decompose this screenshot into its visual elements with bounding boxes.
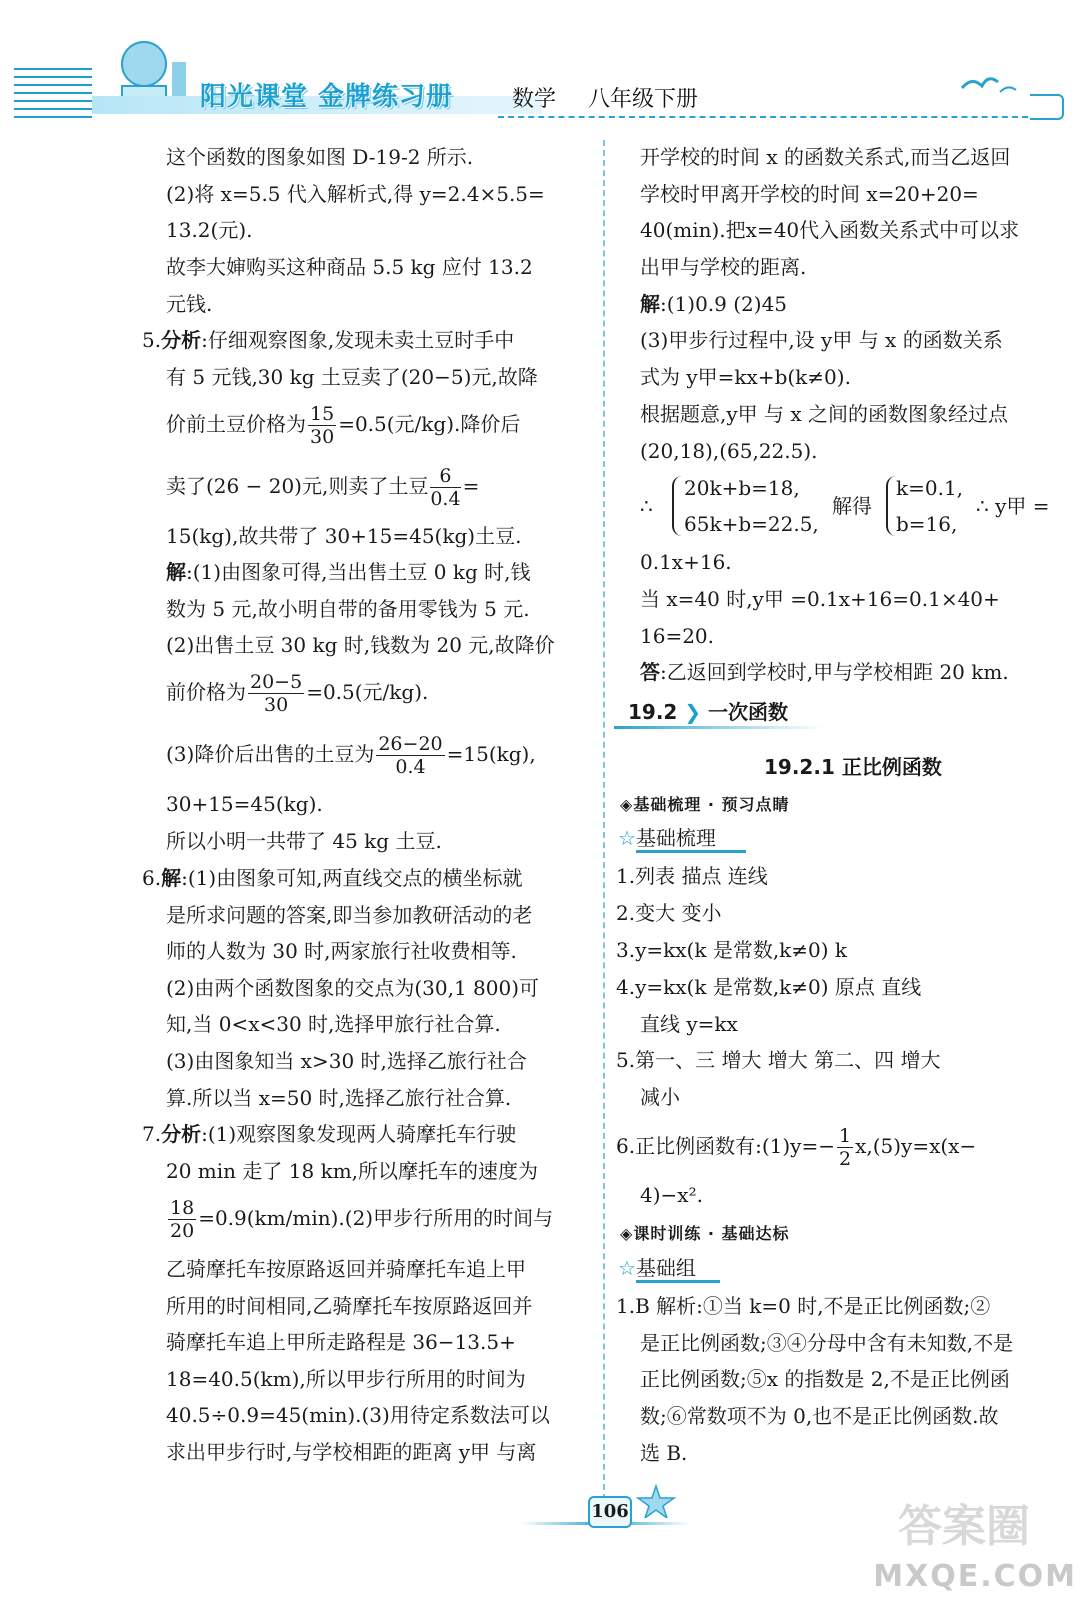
text-line: 乙骑摩托车按原路返回并骑摩托车追上甲 (166, 1257, 526, 1281)
answer-item: 2.变大 变小 (616, 901, 722, 925)
tag-basic (618, 826, 716, 850)
text-line: (2)由两个函数图象的交点为(30,1 800)可 (166, 976, 539, 1000)
answer-item-continued: 是正比例函数;③④分母中含有未知数,不是 (640, 1331, 1014, 1355)
text-line: :仔细观察图象,发现未卖土豆时手中 (201, 328, 515, 352)
text-line: 元钱. (166, 292, 213, 316)
text-line: 师的人数为 30 时,两家旅行社收费相等. (166, 939, 517, 963)
birds-icon (958, 68, 1028, 98)
text-line: (2)将 x=5.5 代入解析式,得 y=2.4×5.5= (166, 182, 545, 206)
text-line: 求出甲步行时,与学校相距的距离 y甲 与离 (166, 1440, 537, 1464)
text-span: :(1)由图象可得,当出售土豆 0 kg 时,钱 (186, 560, 531, 584)
series-title: 阳光课堂 金牌练习册 (200, 82, 454, 112)
text-span: =15(kg), (446, 742, 536, 766)
text-line: 18=40.5(km),所以甲步行所用的时间为 (166, 1367, 526, 1391)
banner-text: 课时训练 · 基础达标 (633, 1224, 790, 1243)
analysis-label: 分析 (161, 1122, 202, 1146)
star-icon: ☆ (618, 826, 636, 850)
solution-2: b=16, (896, 512, 958, 536)
text-span: :乙返回到学校时,甲与学校相距 20 km. (660, 660, 1009, 684)
denominator: 20 (170, 1220, 195, 1242)
tag-text: 基础梳理 (635, 826, 716, 850)
answer-item-continued: 4)−x². (640, 1183, 703, 1207)
numerator: 1 (838, 1125, 852, 1147)
answer-item-continued: 直线 y=kx (640, 1012, 738, 1036)
denominator: 30 (264, 694, 289, 716)
answer-item-continued: 选 B. (640, 1441, 688, 1465)
answer-item: 3.y=kx(k 是常数,k≠0) k (616, 938, 848, 962)
text-line: (3)由图象知当 x>30 时,选择乙旅行社合 (166, 1049, 527, 1073)
text-line-with-fraction (166, 1194, 553, 1242)
text-span: (3)降价后出售的土豆为 (166, 742, 375, 766)
tag-underline (636, 1280, 720, 1283)
text-line: 式为 y甲=kx+b(k≠0). (640, 365, 851, 389)
text-line: 算.所以当 x=50 时,选择乙旅行社合算. (166, 1086, 512, 1110)
question-number: 5. (142, 328, 162, 352)
question-number: 6. (142, 866, 162, 890)
numerator: 18 (170, 1197, 195, 1219)
text-span: :(1)0.9 (2)45 (660, 292, 788, 316)
text-span: =0.9(km/min).(2)甲步行所用的时间与 (198, 1206, 554, 1230)
text-line: 0.1x+16. (640, 550, 732, 574)
star-icon: ☆ (618, 1256, 636, 1280)
column-divider (603, 140, 605, 1500)
solve-label: 解得 (832, 494, 872, 518)
fraction (308, 403, 336, 448)
text-line: 这个函数的图象如图 D-19-2 所示. (166, 145, 474, 169)
answer-line (640, 660, 1009, 684)
denominator: 2 (838, 1148, 852, 1170)
denominator: 0.4 (395, 756, 426, 778)
text-line: 骑摩托车追上甲所走路程是 36−13.5+ (166, 1330, 516, 1354)
answer-item-continued: 减小 (640, 1085, 680, 1109)
therefore-result: ∴ y甲 = (976, 494, 1050, 518)
text-line: 40(min).把x=40代入函数关系式中可以求 (640, 218, 1020, 242)
text-line: 40.5÷0.9=45(min).(3)用待定系数法可以 (166, 1403, 550, 1427)
fraction (168, 1197, 196, 1242)
answer-item: 1.B 解析:①当 k=0 时,不是正比例函数;② (616, 1294, 991, 1318)
question-6 (142, 866, 523, 890)
grade-label: 八年级下册 (588, 87, 699, 112)
text-line: 20 min 走了 18 km,所以摩托车的速度为 (166, 1159, 539, 1183)
text-line: (2)出售土豆 30 kg 时,钱数为 20 元,故降价 (166, 633, 555, 657)
section-heading (628, 700, 788, 724)
text-line: 故李大婶购买这种商品 5.5 kg 应付 13.2 (166, 255, 533, 279)
subject-label: 数学 (512, 87, 557, 112)
text-line-with-fraction (166, 668, 428, 716)
answer-item: 5.第一、三 增大 增大 第二、四 增大 (616, 1048, 941, 1072)
chevron-right-icon: ❯ (684, 700, 702, 724)
text-line: 15(kg),故共带了 30+15=45(kg)土豆. (166, 524, 522, 548)
question-7 (142, 1122, 516, 1146)
section-underline (614, 726, 824, 729)
watermark-url: MXQE.COM (873, 1559, 1077, 1594)
text-line: 是所求问题的答案,即当参加教研活动的老 (166, 903, 533, 927)
numerator: 15 (310, 403, 335, 425)
text-span: 前价格为 (166, 680, 246, 704)
numerator: 20−5 (250, 671, 303, 693)
answer-item: 1.列表 描点 连线 (616, 864, 768, 888)
answer-item-continued: 正比例函数;⑤x 的指数是 2,不是正比例函 (640, 1367, 1010, 1391)
starfish-icon (636, 1484, 676, 1518)
section-name: 一次函数 (708, 700, 789, 724)
page-number: 106 (588, 1496, 632, 1528)
text-line: 30+15=45(kg). (166, 792, 323, 816)
diamond-icon: ◈ (620, 795, 634, 814)
answer-item: 4.y=kx(k 是常数,k≠0) 原点 直线 (616, 975, 922, 999)
answer-label: 答 (640, 660, 660, 684)
text-line: 有 5 元钱,30 kg 土豆卖了(20−5)元,故降 (166, 365, 538, 389)
text-line: 13.2(元). (166, 218, 253, 242)
left-brace (886, 476, 896, 536)
numerator: 26−20 (378, 733, 443, 755)
text-span: x,(5)y=x(x− (855, 1134, 977, 1158)
watermark-logo: 答案圈 (898, 1501, 1030, 1552)
subsection-title: 19.2.1 正比例函数 (764, 755, 942, 779)
text-line: 所用的时间相同,乙骑摩托车按原路返回并 (166, 1294, 533, 1318)
text-span: =0.5(元/kg). (306, 680, 429, 704)
left-brace (672, 476, 682, 536)
text-line: 开学校的时间 x 的函数关系式,而当乙返回 (640, 145, 1011, 169)
equation-1: 20k+b=18, (684, 476, 800, 500)
question-number: 7. (142, 1122, 162, 1146)
text-line: (3)甲步行过程中,设 y甲 与 x 的函数关系 (640, 328, 1003, 352)
answer-item-continued: 数;⑥常数项不为 0,也不是正比例函数.故 (640, 1404, 999, 1428)
banner-training (620, 1222, 790, 1246)
tag-text: 基础组 (635, 1256, 696, 1280)
text-span: =0.5(元/kg).降价后 (338, 412, 521, 436)
section-number: 19.2 (628, 700, 678, 724)
answer-item-with-fraction (616, 1122, 976, 1170)
tag-underline (636, 850, 746, 853)
solution-1: k=0.1, (896, 476, 964, 500)
solution-label: 解 (166, 560, 186, 584)
text-line: 根据题意,y甲 与 x 之间的函数图象经过点 (640, 402, 1009, 426)
analysis-label: 分析 (161, 328, 202, 352)
solution-label: 解 (640, 292, 660, 316)
fraction (430, 465, 460, 510)
text-line-with-fraction (166, 730, 536, 778)
fraction (837, 1125, 853, 1170)
text-span: 价前土豆价格为 (166, 412, 306, 436)
header-dashed-rule (498, 116, 1028, 118)
diamond-icon: ◈ (620, 1224, 634, 1243)
text-span: 6.正比例函数有:(1)y=− (616, 1134, 835, 1158)
text-span: = (462, 474, 480, 498)
text-span: 卖了(26 − 20)元,则卖了土豆 (166, 474, 429, 498)
text-line: 学校时甲离开学校的时间 x=20+20= (640, 182, 979, 206)
text-line: 知,当 0<x<30 时,选择甲旅行社合算. (166, 1012, 501, 1036)
fraction (376, 733, 444, 778)
equation-2: 65k+b=22.5, (684, 512, 819, 536)
text-line: 16=20. (640, 624, 715, 648)
denominator: 0.4 (430, 488, 461, 510)
denominator: 30 (310, 426, 335, 448)
banner-basic (620, 793, 790, 817)
therefore-symbol: ∴ (640, 494, 653, 518)
solution-line (166, 560, 531, 584)
text-span: :(1)由图象可知,两直线交点的横坐标就 (181, 866, 523, 890)
fraction (248, 671, 304, 716)
tag-basic-group (618, 1256, 696, 1280)
solution-label: 解 (161, 866, 182, 890)
numerator: 6 (430, 465, 460, 488)
text-line: 出甲与学校的距离. (640, 255, 807, 279)
banner-text: 基础梳理 · 预习点睛 (633, 795, 790, 814)
text-line: 当 x=40 时,y甲 =0.1x+16=0.1×40+ (640, 587, 1000, 611)
text-line: 所以小明一共带了 45 kg 土豆. (166, 829, 442, 853)
text-line-with-fraction (166, 462, 479, 510)
text-line: (20,18),(65,22.5). (640, 439, 818, 463)
text-line: 数为 5 元,故小明自带的备用零钱为 5 元. (166, 597, 530, 621)
text-span: :(1)观察图象发现两人骑摩托车行驶 (201, 1122, 517, 1146)
text-line-with-fraction (166, 400, 520, 448)
solution-line (640, 292, 787, 316)
question-5 (142, 328, 514, 352)
header-end-bracket (1030, 94, 1064, 120)
